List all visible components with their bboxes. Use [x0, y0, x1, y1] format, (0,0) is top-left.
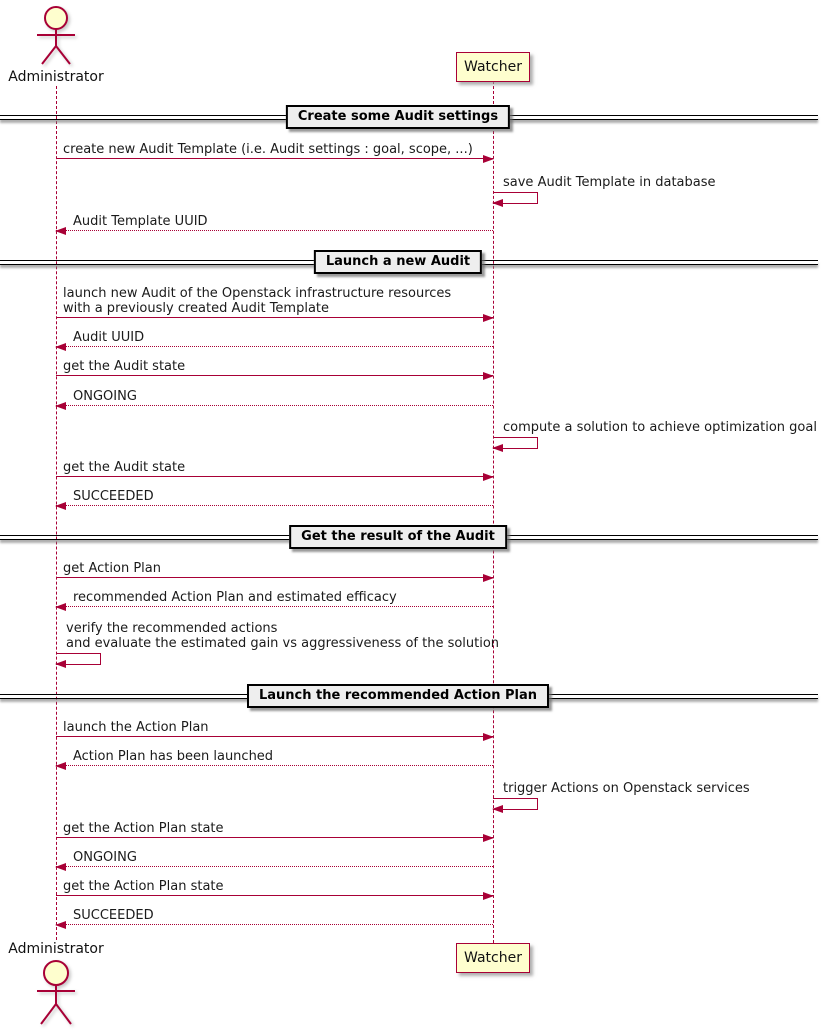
arrowhead-left-icon [55, 762, 66, 770]
message-arrow [56, 924, 493, 925]
arrowhead-left-icon [55, 227, 66, 235]
self-message-arrow [56, 653, 101, 665]
arrowhead-left-icon [492, 444, 503, 452]
arrowhead-left-icon [55, 921, 66, 929]
message-arrow [56, 317, 493, 318]
message-label-line2: with a previously created Audit Template [63, 301, 330, 316]
administrator-label-bottom: Administrator [8, 941, 104, 957]
message-label: save Audit Template in database [503, 175, 716, 190]
section-divider-get-result [289, 525, 507, 549]
message-label: SUCCEEDED [73, 908, 154, 923]
message-label: get the Action Plan state [63, 821, 224, 836]
arrowhead-left-icon [55, 402, 66, 410]
message-label: get the Action Plan state [63, 879, 224, 894]
message-get-action-plan [56, 561, 493, 578]
arrowhead-left-icon [55, 603, 66, 611]
arrowhead-right-icon [483, 473, 494, 481]
message-arrow [56, 895, 493, 896]
message-label-line2: and evaluate the estimated gain vs aggressiveness of the solution [66, 636, 500, 651]
participant-watcher-label-bottom: Watcher [464, 950, 522, 966]
arrowhead-left-icon [55, 502, 66, 510]
message-label: get Action Plan [63, 561, 161, 576]
message-label: ONGOING [73, 850, 137, 865]
message-label: recommended Action Plan and estimated efficacy [73, 590, 397, 605]
arrowhead-left-icon [492, 805, 503, 813]
message-arrow [56, 577, 493, 578]
participant-watcher-top [456, 52, 530, 82]
divider-label: Get the result of the Audit [301, 529, 495, 544]
message-arrow [56, 476, 493, 477]
message-recommended-action-plan [56, 590, 493, 607]
administrator-actor-icon [28, 4, 84, 66]
message-get-action-plan-state-1 [56, 821, 493, 838]
message-label: ONGOING [73, 389, 137, 404]
message-get-audit-state-1 [56, 359, 493, 376]
arrowhead-right-icon [483, 372, 494, 380]
message-arrow [56, 765, 493, 766]
divider-label: Launch the recommended Action Plan [258, 688, 538, 703]
message-label: launch the Action Plan [63, 720, 209, 735]
message-label: get the Audit state [63, 359, 186, 374]
message-compute-solution [493, 420, 817, 449]
message-arrow [56, 837, 493, 838]
message-arrow [56, 736, 493, 737]
section-divider-launch-action-plan [247, 684, 549, 708]
message-launch-action-plan [56, 720, 493, 737]
message-save-audit-template [493, 175, 716, 204]
message-get-action-plan-state-2 [56, 879, 493, 896]
arrowhead-right-icon [483, 892, 494, 900]
message-action-plan-launched [56, 749, 493, 766]
administrator-label-top: Administrator [8, 69, 104, 85]
message-label: Audit Template UUID [73, 214, 208, 229]
arrowhead-right-icon [483, 733, 494, 741]
divider-label: Create some Audit settings [297, 109, 499, 124]
message-label: verify the recommended actions [66, 621, 278, 636]
message-arrow [56, 505, 493, 506]
message-label: trigger Actions on Openstack services [503, 781, 750, 796]
message-get-audit-state-2 [56, 460, 493, 477]
message-arrow [56, 230, 493, 231]
message-arrow [56, 158, 493, 159]
self-message-arrow [493, 437, 538, 449]
message-succeeded-1 [56, 489, 493, 506]
self-message-arrow [493, 192, 538, 204]
section-divider-create-audit-settings [286, 105, 510, 129]
administrator-actor-icon-bottom [28, 957, 84, 1027]
message-ongoing-2 [56, 850, 493, 867]
arrowhead-right-icon [483, 834, 494, 842]
lifeline-watcher [493, 81, 494, 943]
participant-watcher-bottom [456, 943, 530, 973]
arrowhead-right-icon [483, 155, 494, 163]
message-arrow [56, 606, 493, 607]
arrowhead-left-icon [55, 660, 66, 668]
message-audit-uuid [56, 330, 493, 347]
arrowhead-right-icon [483, 314, 494, 322]
message-label: get the Audit state [63, 460, 186, 475]
arrowhead-left-icon [55, 863, 66, 871]
message-label: Action Plan has been launched [73, 749, 274, 764]
arrowhead-left-icon [55, 343, 66, 351]
message-label: compute a solution to achieve optimization goal [503, 420, 817, 435]
arrowhead-left-icon [492, 199, 503, 207]
arrowhead-right-icon [483, 574, 494, 582]
message-launch-new-audit [56, 286, 493, 318]
participant-watcher-label: Watcher [464, 59, 522, 75]
message-arrow [56, 346, 493, 347]
message-verify-actions [56, 621, 499, 665]
message-arrow [56, 405, 493, 406]
message-label: Audit UUID [73, 330, 145, 345]
message-arrow [56, 866, 493, 867]
message-succeeded-2 [56, 908, 493, 925]
message-create-audit-template [56, 142, 493, 159]
message-label: launch new Audit of the Openstack infrastructure resources [63, 286, 452, 301]
message-arrow [56, 375, 493, 376]
section-divider-launch-new-audit [314, 250, 482, 274]
message-label: SUCCEEDED [73, 489, 154, 504]
self-message-arrow [493, 798, 538, 810]
message-ongoing-1 [56, 389, 493, 406]
divider-label: Launch a new Audit [325, 254, 471, 269]
message-audit-template-uuid [56, 214, 493, 231]
message-label: create new Audit Template (i.e. Audit settings : goal, scope, ...) [63, 142, 473, 157]
message-trigger-actions [493, 781, 750, 810]
